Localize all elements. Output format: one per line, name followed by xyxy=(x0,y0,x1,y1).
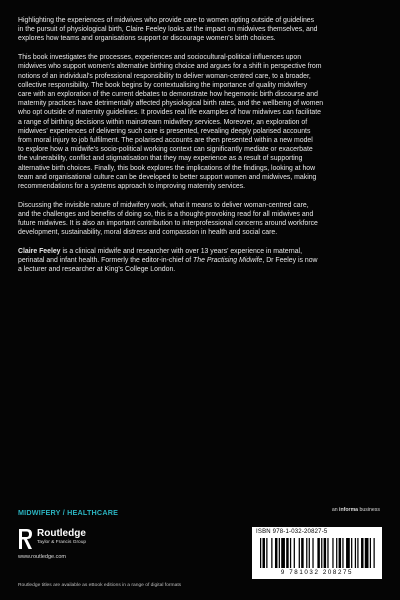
text-fragment: business xyxy=(358,507,380,513)
text-line: development, sustainability, moral distress and compassion in health and social care. xyxy=(18,229,278,237)
publisher-name: Routledge xyxy=(37,528,86,539)
text-line: midwives' experiences of delivering such care is presented, revealing deeply polarised accounts xyxy=(18,127,311,135)
publisher-logo xyxy=(18,528,128,564)
publisher-group: Taylor & Francis Group xyxy=(37,540,87,545)
informa-brand: informa xyxy=(339,507,359,513)
blurb-paragraph-1 xyxy=(18,16,382,44)
barcode-bar xyxy=(342,538,343,568)
routledge-r-icon xyxy=(18,528,33,550)
barcode-bar xyxy=(339,538,341,568)
barcode-bar xyxy=(317,538,319,568)
barcode-bar xyxy=(355,538,356,568)
text-line: notions of an individual's professional responsibility to deliver woman-centred care, to a broader, xyxy=(18,72,311,80)
back-cover-text xyxy=(18,16,382,284)
barcode-bar xyxy=(262,538,264,568)
barcode-icon xyxy=(260,538,376,568)
author-bio xyxy=(18,247,382,275)
barcode-bar xyxy=(361,538,363,568)
barcode-bar xyxy=(370,538,371,568)
publisher-url: www.routledge.com xyxy=(18,554,66,560)
barcode-bar xyxy=(321,538,322,568)
isbn-barcode xyxy=(252,527,382,579)
text-line: the vulnerability, conflict and stigmatisation that they may experience as a result of supporting xyxy=(18,155,303,163)
barcode-bar xyxy=(271,538,272,568)
ebook-note: Routledge titles are available as eBook editions in a range of digital formats xyxy=(18,583,182,588)
text-line: who opt outside of maternity guidelines. It provides real life examples of how midwives can facilitate xyxy=(18,109,321,117)
text-line: alternative birth choices. Finally, this book explores the implications of the findings, looking at how xyxy=(18,164,316,172)
barcode-digits: 9 781032 208275 xyxy=(280,569,354,576)
barcode-bar xyxy=(365,538,369,568)
barcode-bar xyxy=(351,538,352,568)
text-line: to explore how a midwife's socio-political working context can significantly mediate or exacerbate xyxy=(18,146,313,154)
barcode-bar xyxy=(281,538,285,568)
barcode-bar xyxy=(336,538,337,568)
barcode-bar xyxy=(266,538,267,568)
text-line: maternity practices have detrimentally affected physiological birth rates, and the wellbeing of women xyxy=(18,100,324,108)
text-line xyxy=(18,256,382,265)
isbn-label: ISBN 978-1-032-20827-5 xyxy=(256,529,328,535)
blurb-paragraph-2 xyxy=(18,53,382,191)
subject-category: MIDWIFERY / HEALTHCARE xyxy=(18,508,119,517)
text-fragment: an xyxy=(331,507,340,513)
barcode-bar xyxy=(312,538,313,568)
text-line: in the pursuit of physiological birth, Claire Feeley looks at the impact on midwives themselves, and xyxy=(18,26,318,34)
barcode-bar xyxy=(327,538,328,568)
barcode-bar xyxy=(324,538,326,568)
text-line: a range of birthing decisions within mainstream midwifery services. Moreover, an exploration of xyxy=(18,118,308,126)
barcode-bar xyxy=(275,538,277,568)
text-line: and the challenges and benefits of doing so, this is a thought-provoking read for all midwives and xyxy=(18,210,314,218)
barcode-bar xyxy=(286,538,288,568)
barcode-bar xyxy=(294,538,295,568)
barcode-bar xyxy=(279,538,280,568)
barcode-bar xyxy=(374,538,375,568)
text-line xyxy=(18,247,382,256)
barcode-bar xyxy=(260,538,261,568)
author-name: Claire Feeley xyxy=(18,247,61,255)
barcode-bar xyxy=(306,538,307,568)
text-fragment: perinatal and infant health. Formerly the editor-in-chief of xyxy=(18,257,194,265)
text-line: This book investigates the processes, experiences and sociocultural-political influences upon xyxy=(18,54,302,62)
magazine-title: The Practising Midwife xyxy=(193,257,263,265)
text-line: explores how teams and organisations support or discourage women's birth choices. xyxy=(18,35,276,43)
informa-tagline xyxy=(332,507,380,513)
text-line: from moral injury to job fulfilment. The polarised accounts are then presented within a new model xyxy=(18,136,313,144)
text-fragment: , Dr Feeley is now xyxy=(262,257,318,265)
barcode-bar xyxy=(332,538,333,568)
text-line: future midwives. It is also an important contribution to interprofessional concerns around workforce xyxy=(18,220,318,228)
barcode-bar xyxy=(346,538,350,568)
text-line: recommendations for a systems approach to improving maternity services. xyxy=(18,182,246,190)
text-line: a lecturer and researcher at King's College London. xyxy=(18,266,176,274)
blurb-paragraph-3 xyxy=(18,201,382,238)
text-line: Discussing the invisible nature of midwifery work, what it means to deliver woman-centred care, xyxy=(18,201,309,209)
text-fragment: is a clinical midwife and researcher with over 13 years' experience in maternal, xyxy=(60,247,302,255)
text-line: collective responsibility. The book begins by contextualising the importance of quality midwifery xyxy=(18,81,307,89)
barcode-bar xyxy=(357,538,358,568)
barcode-bar xyxy=(301,538,303,568)
barcode-bar xyxy=(299,538,300,568)
text-line: care with an exploration of the current debates to demonstrate how hegemonic birth discourse and xyxy=(18,90,318,98)
barcode-bar xyxy=(309,538,310,568)
barcode-bar xyxy=(290,538,291,568)
text-line: team and organisational culture can be developed to better support women and midwives, making xyxy=(18,173,317,181)
text-line: Highlighting the experiences of midwives who provide care to women opting outside of guidelines xyxy=(18,17,315,24)
text-line: midwives who support women's alternative birthing choice and argues for a shift in perspective from xyxy=(18,63,322,71)
